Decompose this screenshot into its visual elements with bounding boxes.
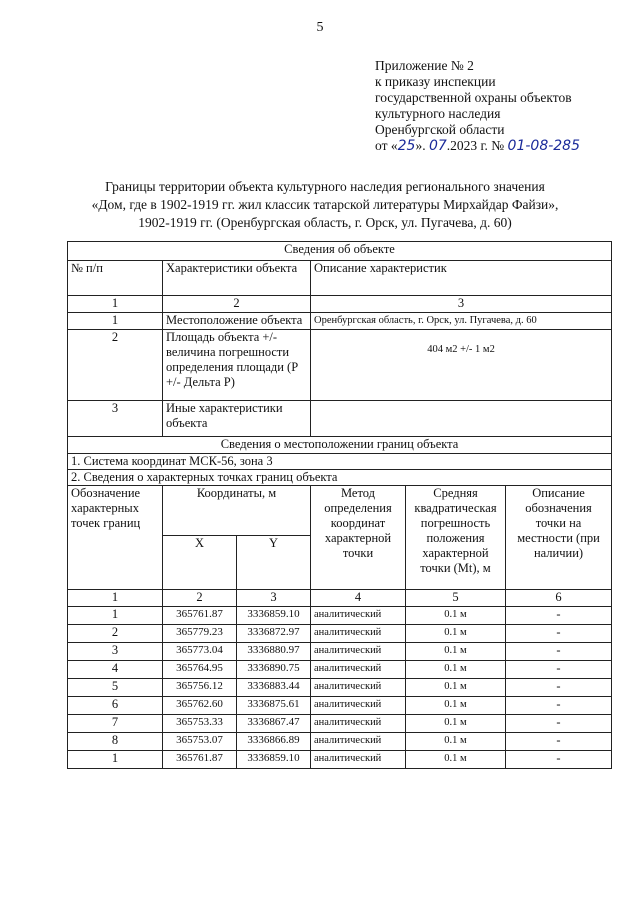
page-number: 5 (316, 20, 324, 35)
row-num: 3 (68, 401, 163, 437)
index-cell: 2 (163, 590, 237, 607)
row-num: 2 (68, 330, 163, 401)
index-cell: 5 (406, 590, 506, 607)
point-error: 0.1 м (406, 733, 506, 751)
appendix-line: к приказу инспекции (375, 74, 496, 89)
col-char-header: Характеристики объекта (163, 261, 311, 296)
row-description (311, 401, 612, 437)
points-body (68, 607, 612, 769)
index-cell: 1 (68, 296, 163, 313)
point-description: - (506, 661, 612, 679)
point-id: 8 (68, 733, 163, 751)
point-method: аналитический (311, 679, 406, 697)
point-error: 0.1 м (406, 715, 506, 733)
index-cell: 3 (311, 296, 612, 313)
point-description: - (506, 607, 612, 625)
title-line: Границы территории объекта культурного наследия регионального значения (105, 179, 545, 194)
point-x: 365761.87 (163, 751, 237, 769)
point-y: 3336859.10 (237, 607, 311, 625)
point-description: - (506, 715, 612, 733)
appendix-line: Оренбургской области (375, 122, 505, 137)
col-x-header: X (163, 536, 237, 590)
point-description: - (506, 643, 612, 661)
point-row (68, 697, 612, 715)
location-section-header: Сведения о местоположении границ объекта (68, 437, 612, 454)
point-row (68, 733, 612, 751)
point-error: 0.1 м (406, 643, 506, 661)
point-description: - (506, 697, 612, 715)
point-y: 3336883.44 (237, 679, 311, 697)
point-y: 3336872.97 (237, 625, 311, 643)
appendix-line: государственной охраны объектов (375, 90, 572, 105)
point-y: 3336859.10 (237, 751, 311, 769)
point-row (68, 661, 612, 679)
row-characteristic: Иные характеристики объекта (163, 401, 311, 437)
point-error: 0.1 м (406, 607, 506, 625)
point-description: - (506, 625, 612, 643)
point-method: аналитический (311, 643, 406, 661)
point-id: 4 (68, 661, 163, 679)
index-cell: 2 (163, 296, 311, 313)
order-number: 01-08-285 (507, 138, 581, 154)
point-row (68, 625, 612, 643)
point-y: 3336866.89 (237, 733, 311, 751)
point-y: 3336867.47 (237, 715, 311, 733)
title-line: 1902-1919 гг. (Оренбургская область, г. Орск, ул. Пугачева, д. 60) (138, 215, 512, 230)
index-cell: 3 (237, 590, 311, 607)
point-method: аналитический (311, 625, 406, 643)
point-error: 0.1 м (406, 697, 506, 715)
date-mid: ». (415, 138, 429, 153)
point-y: 3336880.97 (237, 643, 311, 661)
document-title (40, 178, 610, 232)
point-id: 3 (68, 643, 163, 661)
appendix-line: Приложение № 2 (375, 58, 474, 73)
point-x: 365756.12 (163, 679, 237, 697)
point-method: аналитический (311, 697, 406, 715)
col-num-header: № п/п (68, 261, 163, 296)
point-row (68, 715, 612, 733)
order-date-line (375, 138, 635, 154)
point-row (68, 679, 612, 697)
point-id: 5 (68, 679, 163, 697)
index-cell: 4 (311, 590, 406, 607)
appendix-block (375, 58, 635, 154)
col-description-header: Описание обозначения точки на местности (при наличии) (506, 486, 612, 590)
point-x: 365753.07 (163, 733, 237, 751)
point-error: 0.1 м (406, 679, 506, 697)
point-row (68, 643, 612, 661)
index-cell: 6 (506, 590, 612, 607)
point-row (68, 607, 612, 625)
boundary-table (67, 241, 612, 769)
col-desc-header: Описание характеристик (311, 261, 612, 296)
col-method-header: Метод определения координат характерной точки (311, 486, 406, 590)
object-section-header: Сведения об объекте (68, 242, 612, 261)
row-description: Оренбургская область, г. Орск, ул. Пугачева, д. 60 (311, 313, 612, 330)
points-header: 2. Сведения о характерных точках границ объекта (68, 470, 612, 486)
row-characteristic: Площадь объекта +/- величина погрешности определения площади (Р +/- Дельта Р) (163, 330, 311, 401)
date-day: 25 (397, 138, 416, 154)
col-designation-header: Обозначение характерных точек границ (68, 486, 163, 590)
point-error: 0.1 м (406, 751, 506, 769)
point-x: 365779.23 (163, 625, 237, 643)
date-year: .2023 г. № (446, 138, 508, 153)
point-method: аналитический (311, 733, 406, 751)
point-method: аналитический (311, 661, 406, 679)
appendix-line: культурного наследия (375, 106, 501, 121)
point-row (68, 751, 612, 769)
point-x: 365761.87 (163, 607, 237, 625)
point-x: 365773.04 (163, 643, 237, 661)
point-x: 365762.60 (163, 697, 237, 715)
point-description: - (506, 679, 612, 697)
point-id: 2 (68, 625, 163, 643)
date-prefix: от « (375, 138, 398, 153)
point-y: 3336890.75 (237, 661, 311, 679)
point-method: аналитический (311, 715, 406, 733)
date-month: 07 (428, 138, 447, 154)
row-characteristic: Местоположение объекта (163, 313, 311, 330)
point-description: - (506, 733, 612, 751)
point-error: 0.1 м (406, 625, 506, 643)
point-id: 1 (68, 751, 163, 769)
point-method: аналитический (311, 751, 406, 769)
row-description: 404 м2 +/- 1 м2 (311, 330, 612, 401)
col-coords-header: Координаты, м (163, 486, 311, 536)
col-y-header: Y (237, 536, 311, 590)
title-line: «Дом, где в 1902-1919 гг. жил классик татарской литературы Мирхайдар Файзи», (91, 197, 559, 212)
point-method: аналитический (311, 607, 406, 625)
col-error-header: Средняя квадратическая погрешность положения характерной точки (Mt), м (406, 486, 506, 590)
point-id: 1 (68, 607, 163, 625)
point-x: 365764.95 (163, 661, 237, 679)
point-error: 0.1 м (406, 661, 506, 679)
point-id: 7 (68, 715, 163, 733)
coordinate-system: 1. Система координат МСК-56, зона 3 (68, 454, 612, 470)
point-description: - (506, 751, 612, 769)
row-num: 1 (68, 313, 163, 330)
point-id: 6 (68, 697, 163, 715)
point-y: 3336875.61 (237, 697, 311, 715)
index-cell: 1 (68, 590, 163, 607)
point-x: 365753.33 (163, 715, 237, 733)
